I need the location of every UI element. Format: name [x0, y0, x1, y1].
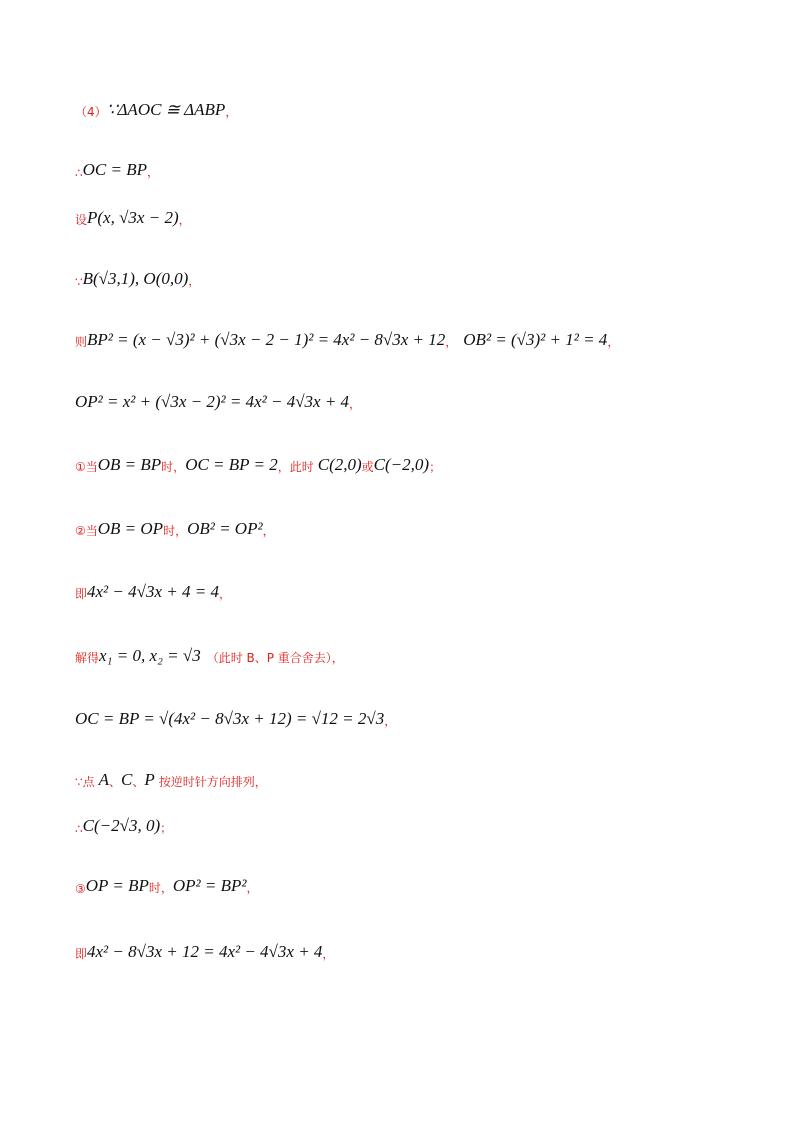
line-14-math: OP = BP [85, 876, 149, 895]
line-10-math: x₁ = 0, x₂ = √3 [99, 646, 201, 665]
line-7-suffix: 时， [161, 460, 186, 474]
line-6-suffix: ， [349, 397, 362, 411]
line-5-math-2: OB² = (√3)² + 1² = 4 [463, 330, 608, 349]
line-12 [75, 770, 267, 790]
line-2-prefix: ∴ [75, 166, 83, 180]
line-3-math: P(x, √3x − 2) [87, 208, 179, 227]
line-12-suffix: 、 [109, 775, 122, 789]
line-2-suffix: ， [147, 165, 160, 179]
line-7-prefix: ①当 [75, 460, 98, 474]
line-13-suffix: ； [160, 821, 173, 835]
line-7-math: OB = BP [97, 455, 162, 474]
line-6-math: OP² = x² + (√3x − 2)² = 4x² − 4√3x + 4 [75, 392, 350, 411]
line-4-prefix: ∵ [75, 275, 83, 289]
line-3-suffix: ， [178, 213, 191, 227]
line-14 [75, 876, 259, 896]
line-5-suffix-2: ， [607, 335, 620, 349]
line-12-math-2: C [121, 770, 133, 789]
line-8 [75, 519, 275, 539]
line-5-suffix: ， [445, 335, 458, 349]
line-9 [75, 582, 231, 602]
line-12-prefix: ∵点 [75, 775, 95, 789]
line-2-math: OC = BP [82, 160, 147, 179]
line-9-math: 4x² − 4√3x + 4 = 4 [87, 582, 219, 601]
line-8-prefix: ②当 [75, 524, 98, 538]
line-7-suffix-4: ； [429, 460, 442, 474]
line-5-math: BP² = (x − √3)² + (√3x − 2 − 1)² = 4x² − 8√3x + 12 [87, 330, 446, 349]
line-7-suffix-2: ，此时 [277, 460, 314, 474]
line-3-prefix: 设 [75, 213, 88, 227]
line-11-suffix: ， [384, 714, 397, 728]
line-4-math: B(√3,1), O(0,0) [82, 269, 189, 288]
line-1-prefix: （4） [75, 105, 107, 119]
line-8-math: OB = OP [97, 519, 164, 538]
line-1-math: ∵ΔAOC ≅ ΔABP [106, 100, 226, 119]
line-12-suffix-3: 按逆时针方向排列， [158, 775, 267, 789]
line-2 [75, 160, 159, 180]
line-12-math-3: P [144, 770, 155, 789]
line-9-prefix: 即 [75, 587, 88, 601]
line-14-math-2: OP² = BP² [172, 876, 247, 895]
line-15-suffix: ， [322, 947, 335, 961]
line-3 [75, 208, 191, 228]
line-9-suffix: ， [218, 587, 231, 601]
line-1-suffix: ， [225, 105, 238, 119]
line-14-suffix: 时， [148, 881, 173, 895]
line-7-math-4: C(−2,0) [373, 455, 430, 474]
line-15-prefix: 即 [75, 947, 88, 961]
line-13-prefix: ∴ [75, 822, 83, 836]
line-7-math-3: C(2,0) [317, 455, 362, 474]
line-12-suffix-2: 、 [132, 775, 145, 789]
line-4-suffix: ， [188, 274, 201, 288]
line-14-suffix-2: ， [246, 881, 259, 895]
line-13-math: C(−2√3, 0) [82, 816, 161, 835]
line-8-math-2: OB² = OP² [187, 519, 263, 538]
line-15-math: 4x² − 8√3x + 12 = 4x² − 4√3x + 4 [87, 942, 323, 961]
line-8-suffix: 时， [163, 524, 188, 538]
line-15 [75, 942, 334, 962]
line-10-suffix: （此时 B、P 重合舍去）， [206, 651, 344, 665]
line-5 [75, 330, 619, 350]
line-6 [75, 392, 361, 412]
line-11-math: OC = BP = √(4x² − 8√3x + 12) = √12 = 2√3 [75, 709, 385, 728]
line-10 [75, 646, 344, 666]
line-10-prefix: 解得 [75, 651, 100, 665]
line-7-suffix-3: 或 [361, 460, 374, 474]
line-12-math: A [98, 770, 110, 789]
line-7-math-2: OC = BP = 2 [185, 455, 278, 474]
line-13 [75, 816, 172, 836]
line-5-prefix: 则 [75, 335, 88, 349]
line-8-suffix-2: ， [262, 524, 275, 538]
line-7 [75, 455, 441, 475]
line-4 [75, 269, 200, 289]
line-1 [75, 100, 237, 120]
line-14-prefix: ③ [75, 882, 86, 896]
line-11 [75, 709, 396, 729]
